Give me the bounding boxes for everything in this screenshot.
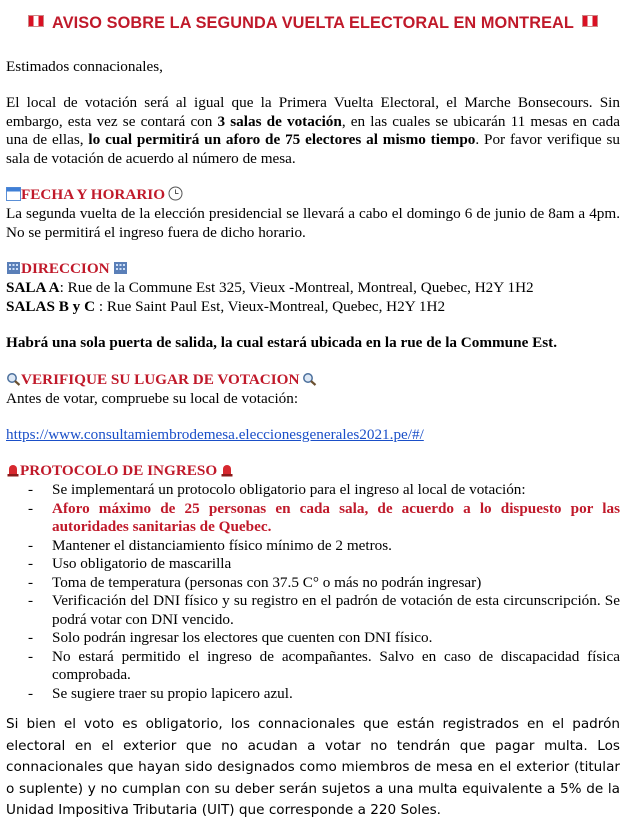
list-item: - No estará permitido el ingreso de acompañantes. Salvo en caso de discapacidad física comprobada.: [28, 647, 620, 683]
list-item: - Mantener el distanciamiento físico mínimo de 2 metros.: [28, 536, 392, 554]
list-item: - Aforo máximo de 25 personas en cada sala, de acuerdo a lo dispuesto por las autoridades sanitarias de Quebec.: [28, 499, 620, 535]
protocolo-heading: PROTOCOLO DE INGRESO: [6, 462, 620, 483]
fecha-text: La segunda vuelta de la elección presidencial se llevará a cabo el domingo 6 de junio de 8am a 4pm. No se permitirá el ingreso fuera de dicho horario.: [6, 205, 620, 241]
peru-flag-icon: [582, 15, 598, 27]
list-item: - Se implementará un protocolo obligatorio para el ingreso al local de votación:: [28, 481, 526, 498]
building-icon: [6, 261, 21, 281]
salas-bc-line: SALAS B y C : Rue Saint Paul Est, Vieux-Montreal, Quebec, H2Y 1H2: [6, 298, 446, 315]
clock-icon: [168, 186, 183, 207]
notice-title: AVISO SOBRE LA SEGUNDA VUELTA ELECTORAL EN MONTREAL: [6, 14, 620, 33]
verifique-text: Antes de votar, compruebe su local de votación:: [6, 390, 299, 407]
list-item: - Toma de temperatura (personas con 37.5 C° o más no podrán ingresar): [28, 573, 482, 591]
protocolo-list: [6, 481, 620, 703]
building-icon: [113, 261, 128, 281]
list-item: - Uso obligatorio de mascarilla: [28, 555, 232, 572]
sala-a-line: SALA A: Rue de la Commune Est 325, Vieux -Montreal, Montreal, Quebec, H2Y 1H2: [6, 279, 534, 296]
salida-notice: Habrá una sola puerta de salida, la cual estará ubicada en la rue de la Commune Est.: [6, 334, 557, 351]
list-item: - Se sugiere traer su propio lapicero azul.: [28, 684, 293, 702]
greeting: Estimados connacionales,: [6, 58, 163, 75]
magnifier-icon: [302, 372, 317, 392]
fecha-heading: FECHA Y HORARIO: [6, 186, 620, 207]
alarm-light-icon: [220, 463, 234, 483]
alarm-light-icon: [6, 463, 20, 483]
intro-paragraph: El local de votación será al igual que la Primera Vuelta Electoral, el Marche Bonsecours. Sin embargo, esta vez se contará con 3 salas de votación, en las cuales se ubicarán 11 mesas en cada una de ellas, lo cual permitirá un aforo de 75 electores al mismo tiempo. Por favor verifique su sala de votación de acuerdo al número de mesa.: [6, 94, 620, 167]
magnifier-icon: [6, 372, 21, 392]
peru-flag-icon: [28, 15, 44, 27]
closing-paragraph: Si bien el voto es obligatorio, los connacionales que están registrados en el padrón electoral en el exterior que no acudan a votar no tendrán que pagar multa. Los connacionales que hayan sido designados como miembros de mesa en el exterior (titular o suplente) y no cumplan con su deber serán sujetos a una multa equivalente a 5% de la Unidad Impositiva Tributaria (UIT) que corresponde a 220 Soles.: [6, 716, 620, 818]
consulta-link[interactable]: https://www.consultamiembrodemesa.eleccionesgenerales2021.pe/#/: [6, 426, 424, 443]
verifique-link-line: [6, 426, 620, 445]
list-item: - Solo podrán ingresar los electores que cuenten con DNI físico.: [28, 629, 433, 646]
direccion-heading: DIRECCION: [6, 260, 620, 281]
calendar-icon: [6, 186, 21, 207]
verifique-heading: VERIFIQUE SU LUGAR DE VOTACION: [6, 371, 620, 392]
list-item: - Verificación del DNI físico y su registro en el padrón de votación de esta circunscripción. Se podrá votar con DNI vencido.: [28, 592, 620, 628]
